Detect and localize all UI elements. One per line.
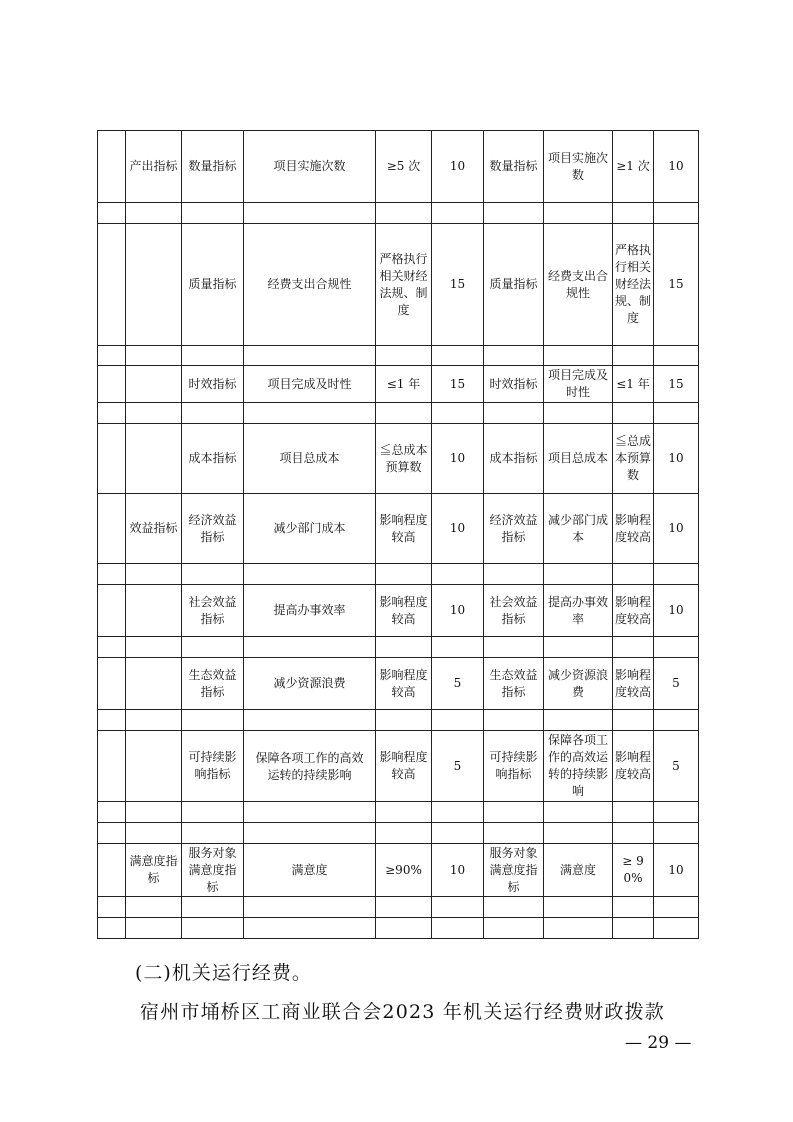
effect-group-cell: 效益指标 [126,494,182,564]
spacer-row [98,203,699,224]
score2-cell: 10 [654,844,699,897]
table-row [98,844,699,897]
table-row [98,494,699,564]
spacer-row [98,403,699,424]
spacer-row [98,637,699,658]
body-paragraph: 宿州市埇桥区工商业联合会2023 年机关运行经费财政拨款 [140,1001,665,1023]
spacer-row [98,564,699,585]
category-cell: 成本指标 [182,424,244,494]
target2-cell: 影响程度较高 [613,585,654,637]
indicator2-cell: 满意度 [544,844,613,897]
target2-cell: 影响程度较高 [613,658,654,710]
category-cell: 质量指标 [182,224,244,346]
table-row [98,224,699,346]
score2-cell: 5 [654,658,699,710]
score2-cell: 10 [654,131,699,203]
score2-cell: 10 [654,494,699,564]
category2-cell: 质量指标 [484,224,544,346]
category-cell: 社会效益指标 [182,585,244,637]
spacer-row [98,918,699,939]
page-number: — 29 — [625,1033,692,1053]
table-row [98,731,699,802]
target2-cell: 影响程度较高 [613,494,654,564]
indicator2-cell: 经费支出合规性 [544,224,613,346]
score-cell: 10 [432,131,484,203]
score-cell: 15 [432,366,484,403]
target2-cell: 影响程度较高 [613,731,654,802]
table-row [98,585,699,637]
score2-cell: 10 [654,424,699,494]
indicator-cell: 项目总成本 [244,424,376,494]
category2-cell: 服务对象满意度指标 [484,844,544,897]
score2-cell: 15 [654,224,699,346]
category-cell: 时效指标 [182,366,244,403]
indicator-cell: 减少部门成本 [244,494,376,564]
table-row [98,366,699,403]
score2-cell: 15 [654,366,699,403]
target-cell: 影响程度较高 [376,731,432,802]
indicator2-cell: 减少资源浪费 [544,658,613,710]
target-cell: ≥5 次 [376,131,432,203]
satisfaction-group-cell: 满意度指标 [126,844,182,897]
spacer-row [98,897,699,918]
indicator2-cell: 项目实施次数 [544,131,613,203]
performance-indicator-table [97,130,699,939]
target-cell: 影响程度较高 [376,494,432,564]
indicator-cell: 项目完成及时性 [244,366,376,403]
category2-cell: 经济效益指标 [484,494,544,564]
indicator2-cell: 项目总成本 [544,424,613,494]
category2-cell: 社会效益指标 [484,585,544,637]
score-cell: 15 [432,224,484,346]
category2-cell: 可持续影响指标 [484,731,544,802]
spacer-row [98,802,699,823]
spacer-row [98,710,699,731]
target-cell: 严格执行相关财经法规、制度 [376,224,432,346]
indicator-cell: 保障各项工作的高效运转的持续影响 [244,731,376,802]
output-group-cell: 产出指标 [126,131,182,203]
category-cell: 服务对象满意度指标 [182,844,244,897]
table-row [98,658,699,710]
target-cell: 影响程度较高 [376,658,432,710]
indicator2-cell: 项目完成及时性 [544,366,613,403]
score-cell: 5 [432,658,484,710]
category-cell: 数量指标 [182,131,244,203]
score-cell: 10 [432,585,484,637]
indicator2-cell: 保障各项工作的高效运转的持续影响 [544,731,613,802]
section-heading: (二)机关运行经费。 [135,962,312,984]
indicator-cell: 提高办事效率 [244,585,376,637]
target2-cell: ≥ 90% [613,844,654,897]
table-row [98,424,699,494]
category-cell: 可持续影响指标 [182,731,244,802]
score-cell: 10 [432,844,484,897]
target-cell: ≤1 年 [376,366,432,403]
target2-cell: 严格执行相关财经法规、制度 [613,224,654,346]
score2-cell: 5 [654,731,699,802]
indicator-cell: 经费支出合规性 [244,224,376,346]
score-cell: 10 [432,494,484,564]
spacer-row [98,823,699,844]
category-cell: 经济效益指标 [182,494,244,564]
category2-cell: 数量指标 [484,131,544,203]
target2-cell: ≥1 次 [613,131,654,203]
category-cell: 生态效益指标 [182,658,244,710]
category2-cell: 成本指标 [484,424,544,494]
indicator-cell: 满意度 [244,844,376,897]
score2-cell: 10 [654,585,699,637]
indicator-cell: 减少资源浪费 [244,658,376,710]
target-cell: 影响程度较高 [376,585,432,637]
indicator2-cell: 提高办事效率 [544,585,613,637]
table-row [98,131,699,203]
category2-cell: 时效指标 [484,366,544,403]
indicator2-cell: 减少部门成本 [544,494,613,564]
target2-cell: ≦总成本预算数 [613,424,654,494]
target2-cell: ≤1 年 [613,366,654,403]
indicator-cell: 项目实施次数 [244,131,376,203]
score-cell: 5 [432,731,484,802]
category2-cell: 生态效益指标 [484,658,544,710]
target-cell: ≦总成本预算数 [376,424,432,494]
target-cell: ≥90% [376,844,432,897]
spacer-row [98,346,699,366]
score-cell: 10 [432,424,484,494]
